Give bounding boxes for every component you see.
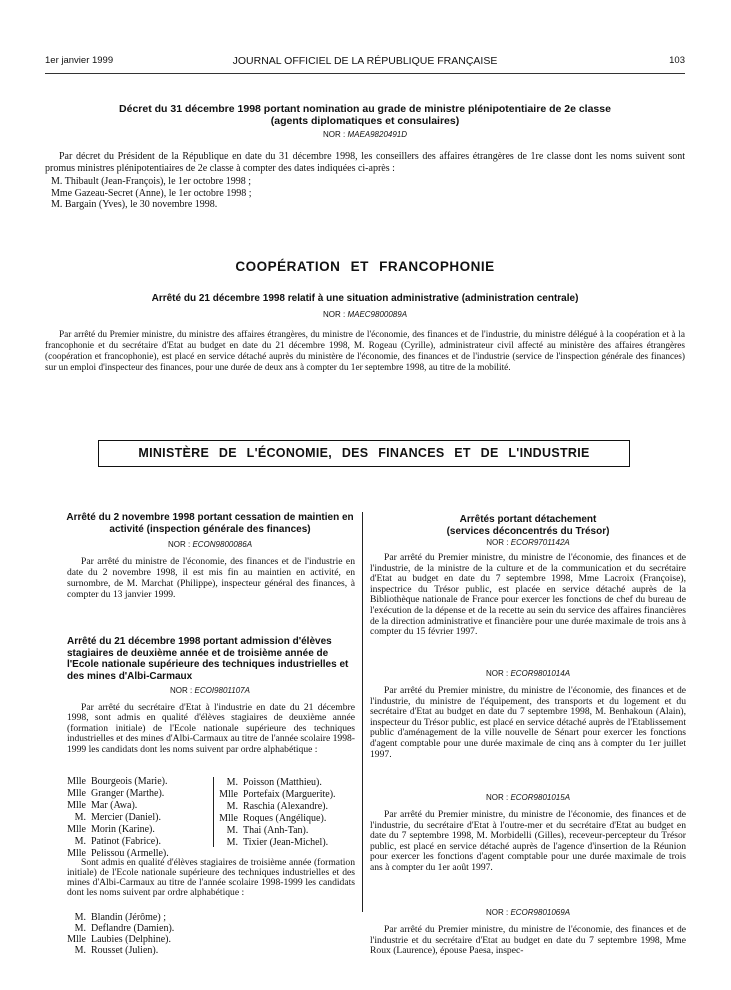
admission-list-right: [212, 777, 336, 849]
list-item: M. Raschia (Alexandre).: [226, 801, 328, 812]
list-item: M. Rousset (Julien).: [74, 945, 159, 956]
detachement-nor-1: NOR : ECOR9701142A: [486, 538, 570, 547]
list-item: Mlle Mar (Awa).: [67, 800, 138, 811]
list-item: Mlle Roques (Angélique).: [219, 813, 327, 824]
arrete-admission-body2: Sont admis en qualité d'élèves stagiaires de troisième année (formation initiale) de l'Ecole nationale supérieure des techniques industrielles et des mines d'Albi-Carmaux au titre de l'année scolaire 1998-1999 les candidats dont les noms suivent par ordre alphabétique :: [67, 857, 355, 898]
cooperation-arrete-title: Arrêté du 21 décembre 1998 relatif à une situation administrative (administration centrale): [151, 293, 579, 304]
admission-list-third-year: [60, 912, 174, 956]
journal-title: JOURNAL OFFICIEL DE LA RÉPUBLIQUE FRANÇAISE: [232, 55, 498, 67]
list-item: M. Mercier (Daniel).: [74, 812, 161, 823]
list-item: M. Patinot (Fabrice).: [74, 836, 161, 847]
list-item: M. Tixier (Jean-Michel).: [226, 837, 329, 848]
list-item: M. Thai (Anh-Tan).: [226, 825, 309, 836]
decree-title: Décret du 31 décembre 1998 portant nomination au grade de ministre plénipotentiaire de 2e classe (agents diplomatiques et consulaires): [119, 103, 611, 127]
column-divider: [362, 512, 363, 912]
section-title-cooperation: COOPÉRATION ET FRANCOPHONIE: [235, 259, 495, 274]
header-rule: [45, 73, 685, 74]
detachement-body-3: Par arrêté du Premier ministre, du ministre de l'économie, des finances et de l'industrie, du secrétaire d'Etat à l'outre-mer et du secrétaire d'Etat au budget en date du 7 septembre 1998, M. Morbidelli (Gilles), receveur-percepteur du Trésor public, est placé en service détaché auprès de l'agence d'insertion de la Réunion pour exercer les fonctions d'agent comptable pour une durée maximale de trois ans à compter du 1er août 1997.: [370, 809, 686, 873]
arrete-cessation-nor: NOR : ECON9800086A: [167, 540, 253, 549]
detachement-nor-3: NOR : ECOR9801015A: [485, 793, 571, 802]
detachement-body-2: Par arrêté du Premier ministre, du ministre de l'économie, des finances et de l'industrie, du ministre de l'équipement, des transports et du logement et du secrétaire d'Etat au budget en date du 7 septembre 1998, M. Benhakoun (Alain), inspecteur du Trésor public, est placé en service détaché auprès de l'Etablissement public d'aménagement de la ville nouvelle de Sénart pour exercer les fonctions d'agent comptable pour une durée maximale de cinq ans à compter du 1er juillet 1997.: [370, 685, 686, 760]
page-header: [45, 55, 685, 71]
cooperation-nor: NOR : MAEC9800089A: [322, 310, 408, 319]
decree-item: Mme Gazeau-Secret (Anne), le 1er octobre 1998 ;: [51, 187, 252, 199]
list-item: Mlle Portefaix (Marguerite).: [219, 789, 336, 800]
decree-nor: NOR : MAEA9820491D: [322, 130, 408, 139]
list-item: Mlle Bourgeois (Marie).: [67, 776, 168, 787]
arrete-admission-title: Arrêté du 21 décembre 1998 portant admission d'élèves stagiaires de deuxième année et de troisième année de l'Ecole nationale supérieure des techniques industrielles et des mines d'Albi-Carmaux: [67, 636, 349, 682]
detachement-nor-4: NOR : ECOR9801069A: [485, 908, 571, 917]
page-number: 103: [669, 55, 685, 66]
list-item: M. Deflandre (Damien).: [74, 923, 175, 934]
list-item: Mlle Morin (Karine).: [67, 824, 155, 835]
cooperation-body: Par arrêté du Premier ministre, du ministre des affaires étrangères, du ministre de l'économie, des finances et de l'industrie, du ministre délégué à la coopération et à la francophonie et du secrétaire d'Etat au budget en date du 21 décembre 1998, M. Rogeau (Cyrille), administrateur civil affecté au ministère des affaires étrangères (coopération et francophonie), est placé en service détaché auprès du ministère de l'économie, des finances et de l'industrie (service de l'inspection générale des finances) sur un emploi d'inspecteur des finances, pour une durée de deux ans à compter du 1er septembre 1998, au titre de la mobilité.: [45, 330, 685, 373]
detachement-body-4: Par arrêté du Premier ministre, du ministre de l'économie, des finances et de l'industrie et du secrétaire d'Etat au budget en date du 7 septembre 1998, Mme Roux (Laurence), épouse Paesa, inspec-: [370, 924, 686, 957]
list-item: M. Poisson (Matthieu).: [226, 777, 322, 788]
arrete-admission-body1: Par arrêté du secrétaire d'Etat à l'industrie en date du 21 décembre 1998, sont admis en qualité d'élèves stagiaires de deuxième année (formation initiale) de l'Ecole nationale supérieure des techniques industrielles et des mines d'Albi-Carmaux au titre de l'année scolaire 1998-1999 les candidats dont les noms suivent par ordre alphabétique :: [67, 702, 355, 755]
arrete-cessation-title: Arrêté du 2 novembre 1998 portant cessation de maintien en activité (inspection générale des finances): [66, 512, 354, 535]
list-item: Mlle Granger (Marthe).: [67, 788, 165, 799]
arrete-admission-nor: NOR : ECOI9801107A: [170, 686, 250, 695]
section-title-ministere: MINISTÈRE DE L'ÉCONOMIE, DES FINANCES ET DE L'INDUSTRIE: [98, 440, 630, 467]
arrete-cessation-body: Par arrêté du ministre de l'économie, des finances et de l'industrie en date du 2 novembre 1998, il est mis fin au maintien en activité, en surnombre, de M. Marchat (Philippe), inspecteur général des finances, à compter du 13 janvier 1999.: [67, 556, 355, 600]
list-item: M. Blandin (Jérôme) ;: [74, 912, 166, 923]
detachement-body-1: Par arrêté du Premier ministre, du ministre de l'économie, des finances et de l'industrie, de la ministre de la culture et de la communication et du secrétaire d'Etat au budget en date du 7 septembre 1998, Mme Lacroix (Françoise), inspectrice du Trésor public, est placée en service détaché auprès de la Bibliothèque nationale de France pour exercer les fonctions de chef du bureau de l'exécution de la dépense et de la recette au sein du service des affaires financières de la direction administrative et financière pour une durée maximale de trois ans à compter du 15 février 1997.: [370, 552, 686, 638]
decree-item: M. Thibault (Jean-François), le 1er octobre 1998 ;: [51, 176, 252, 188]
decree-item: M. Bargain (Yves), le 30 novembre 1998.: [51, 199, 218, 211]
issue-date: 1er janvier 1999: [45, 55, 114, 66]
list-item: Mlle Pelissou (Armelle).: [67, 848, 169, 859]
decree-body: Par décret du Président de la République en date du 31 décembre 1998, les conseillers des affaires étrangères de 1re classe dont les noms suivent sont promus ministres plénipotentiaires de 2e classe à compter des dates indiquées ci-après : M. Thibault (Jean-François), le 1er octobre 1998 ; Mme Gazeau-Secret (Anne), le 1er octobre 1998 ; M. Bargain (Yves), le 30 novembre 1998.: [45, 151, 685, 211]
admission-list-left: [60, 776, 169, 860]
list-item: Mlle Laubies (Delphine).: [67, 934, 171, 945]
detachement-nor-2: NOR : ECOR9801014A: [485, 669, 571, 678]
detachement-title: Arrêtés portant détachement (services déconcentrés du Trésor): [446, 514, 610, 537]
